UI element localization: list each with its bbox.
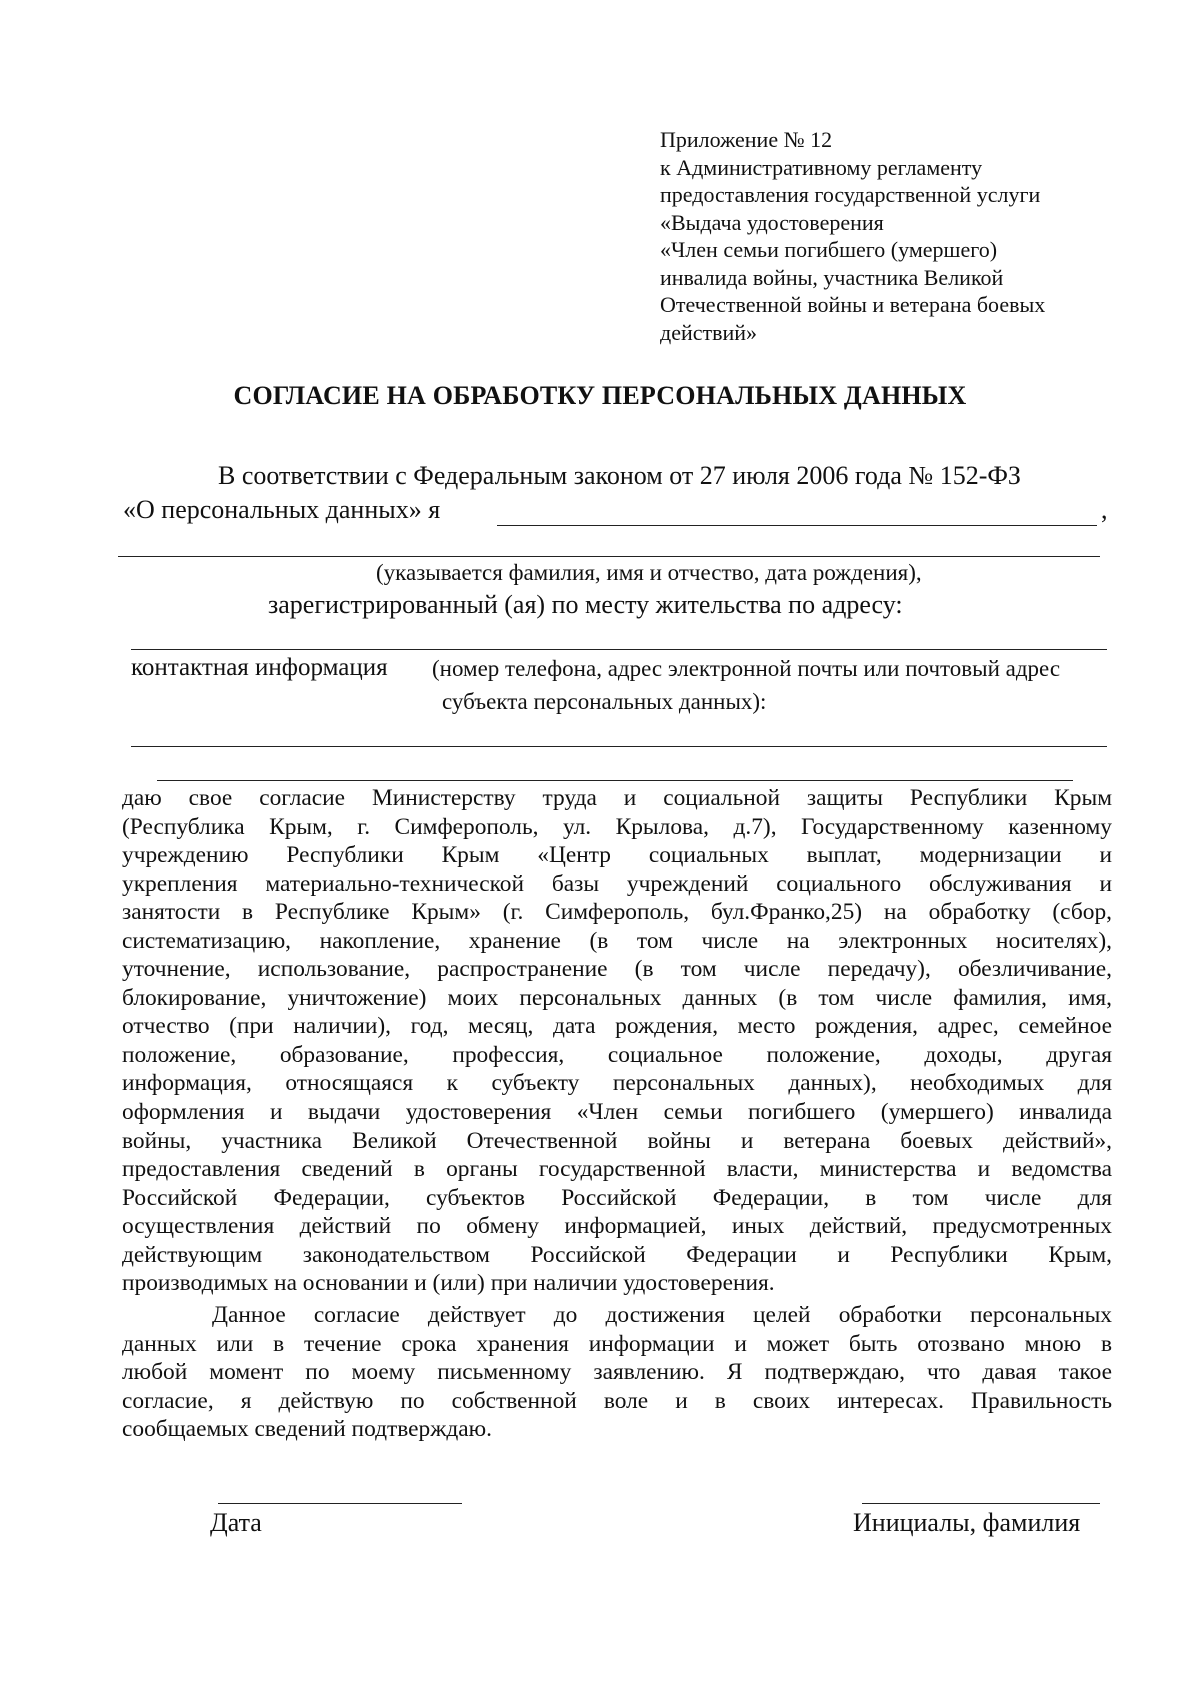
date-label: Дата: [210, 1508, 262, 1537]
consent-paragraph: [122, 784, 1112, 1298]
annex-line: действий»: [660, 319, 758, 345]
intro-line-1: В соответствии с Федеральным законом от 27 июля 2006 года № 152-ФЗ: [218, 461, 1021, 490]
consent-line: Российской Федерации, субъектов Российской Федерации, в том числе для: [122, 1184, 1112, 1211]
intro-line-2: «О персональных данных» я: [123, 495, 441, 524]
validity-paragraph: [122, 1301, 1112, 1444]
consent-line: отчество (при наличии), год, месяц, дата рождения, место рождения, адрес, семейное: [122, 1013, 1112, 1040]
consent-line: осуществления действий по обмену информацией, иных действий, предусмотренных: [122, 1213, 1112, 1240]
contact-fill-line-2: [157, 780, 1073, 781]
annex-line: Приложение № 12: [660, 127, 833, 152]
annex-line: «Выдача удостоверения: [660, 209, 884, 235]
consent-line: (Республика Крым, г. Симферополь, ул. Крылова, д.7), Государственному казенному: [122, 813, 1112, 840]
consent-line: даю свое согласие Министерству труда и социальной защиты Республики Крым: [122, 785, 1112, 811]
consent-line: войны, участника Великой Отечественной войны и ветерана боевых действий»,: [122, 1127, 1112, 1154]
consent-line: информация, относящаяся к субъекту персональных данных), необходимых для: [122, 1070, 1112, 1097]
fio-hint: (указывается фамилия, имя и отчество, дата рождения),: [376, 560, 922, 585]
fio-fill-line: [497, 525, 1097, 526]
consent-line: действующим законодательством Российской Федерации и Республики Крым,: [122, 1241, 1112, 1268]
initials-surname-label: Инициалы, фамилия: [853, 1508, 1081, 1537]
annex-line: инвалида войны, участника Великой: [660, 264, 1004, 290]
consent-line: учреждению Республики Крым «Центр социальных выплат, модернизации и: [122, 842, 1112, 869]
consent-line: предоставления сведений в органы государственной власти, министерства и ведомства: [122, 1156, 1112, 1183]
validity-line: данных или в течение срока хранения информации и может быть отозвано мною в: [122, 1330, 1112, 1357]
annex-line: предоставления государственной услуги: [660, 182, 1041, 207]
name-fill-line: [862, 1503, 1100, 1504]
consent-line: положение, образование, профессия, социальное положение, доходы, другая: [122, 1041, 1112, 1068]
annex-line: «Член семьи погибшего (умершего): [660, 237, 998, 262]
address-label: зарегистрированный (ая) по месту жительства по адресу:: [268, 590, 903, 619]
validity-line: Данное согласие действует до достижения целей обработки персональных: [212, 1302, 1112, 1328]
contact-label: контактная информация: [131, 654, 388, 681]
annex-line: Отечественной войны и ветерана боевых: [660, 292, 1046, 317]
intro-line-2-comma: ,: [1101, 495, 1108, 524]
validity-line: сообщаемых сведений подтверждаю.: [122, 1416, 492, 1443]
contact-hint-2: субъекта персональных данных):: [442, 689, 767, 714]
date-fill-line: [218, 1503, 462, 1504]
annex-line: к Административному регламенту: [660, 154, 983, 180]
address-fill-line: [131, 649, 1107, 650]
contact-fill-line: [131, 746, 1107, 747]
contact-hint-1: (номер телефона, адрес электронной почты или почтовый адрес: [432, 656, 1061, 681]
fio-fill-line-2: [118, 556, 1100, 557]
validity-line: согласие, я действую по собственной воле и в своих интересах. Правильность: [122, 1387, 1112, 1414]
consent-line: блокирование, уничтожение) моих персональных данных (в том числе фамилия, имя,: [122, 984, 1112, 1011]
consent-line: оформления и выдачи удостоверения «Член семьи погибшего (умершего) инвалида: [122, 1099, 1112, 1126]
consent-line: систематизацию, накопление, хранение (в том числе на электронных носителях),: [122, 927, 1112, 954]
consent-line: производимых на основании и (или) при наличии удостоверения.: [122, 1270, 775, 1297]
consent-line: уточнение, использование, распространение (в том числе передачу), обезличивание,: [122, 956, 1112, 983]
consent-line: укрепления материально-технической базы учреждений социального обслуживания и: [122, 870, 1112, 897]
document-title: СОГЛАСИЕ НА ОБРАБОТКУ ПЕРСОНАЛЬНЫХ ДАННЫХ: [233, 381, 967, 410]
annex-header: [660, 126, 1100, 346]
consent-line: занятости в Республике Крым» (г. Симферополь, бул.Франко,25) на обработку (сбор,: [122, 899, 1112, 926]
validity-line: любой момент по моему письменному заявлению. Я подтверждаю, что давая такое: [122, 1359, 1112, 1386]
